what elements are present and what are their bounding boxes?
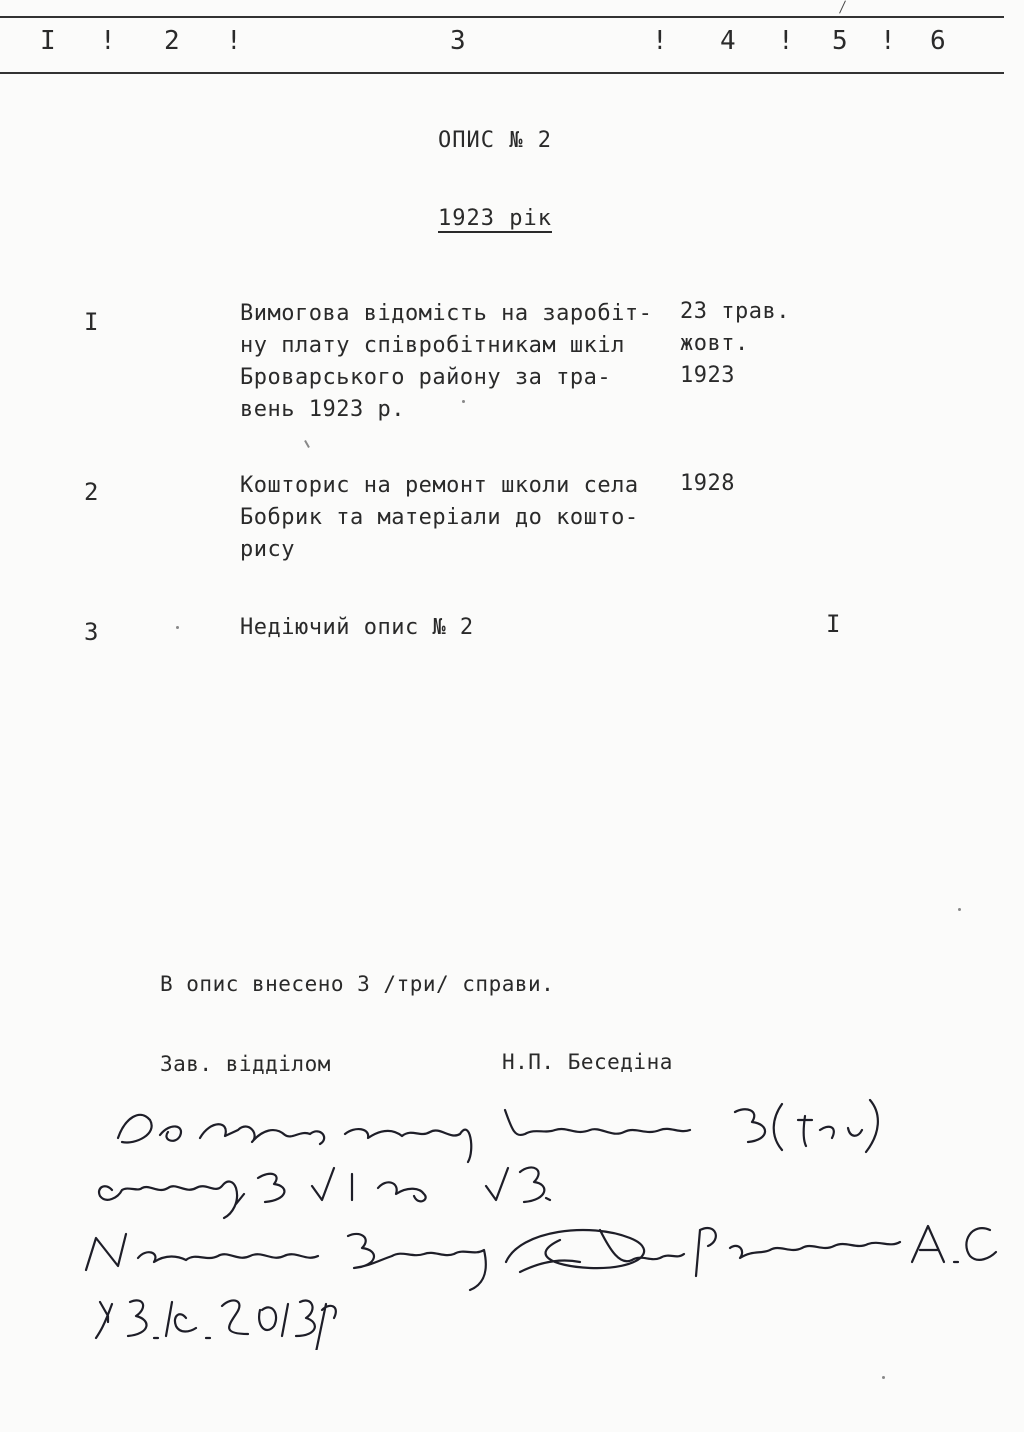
handwriting-line-2 bbox=[486, 1167, 550, 1202]
handwriting-line-1 bbox=[118, 1115, 324, 1144]
entry-number: 3 bbox=[84, 618, 99, 646]
entry-title bbox=[240, 298, 680, 426]
column-number: 2 bbox=[164, 26, 180, 56]
entry-title-line: Броварського району за тра- bbox=[240, 365, 612, 390]
scan-speck bbox=[304, 440, 310, 448]
entry-date-line: 1928 bbox=[680, 471, 735, 496]
scan-speck bbox=[882, 1376, 885, 1379]
scan-speck bbox=[958, 908, 961, 911]
handwritten-certification bbox=[0, 1090, 1024, 1350]
entry-title-line: Недіючий опис № 2 bbox=[240, 615, 474, 640]
column-separator: ! bbox=[100, 26, 116, 56]
column-number: 4 bbox=[720, 26, 736, 56]
entry-date bbox=[680, 296, 790, 392]
column-number: 5 bbox=[832, 26, 848, 56]
department-head-name: Н.П. Беседіна bbox=[502, 1050, 673, 1074]
handwriting-line-1 bbox=[345, 1129, 471, 1162]
entry-title-line: Вимогова відомість на заробіт- bbox=[240, 301, 653, 326]
scan-speck bbox=[462, 400, 465, 403]
column-number: I bbox=[40, 26, 56, 56]
entry-title bbox=[240, 470, 680, 566]
column-number: 3 bbox=[450, 26, 466, 56]
handwriting-line-1 bbox=[505, 1110, 690, 1135]
entry-date-line: 1923 bbox=[680, 363, 735, 388]
handwriting-line-4 bbox=[96, 1300, 210, 1338]
header-pen-mark bbox=[839, 0, 846, 13]
entry-title-line: рису bbox=[240, 537, 295, 562]
handwriting-line-3 bbox=[86, 1234, 318, 1270]
handwriting-line-3 bbox=[696, 1228, 900, 1276]
column-separator: ! bbox=[880, 26, 896, 56]
column-separator: ! bbox=[652, 26, 668, 56]
entry-title-line: Кошторис на ремонт школи села bbox=[240, 473, 639, 498]
header-rule-top bbox=[0, 16, 1004, 18]
handwriting-signature bbox=[506, 1230, 684, 1272]
entry-title-line: вень 1923 р. bbox=[240, 397, 405, 422]
inventory-year: 1923 рік bbox=[438, 206, 552, 231]
handwriting-line-1 bbox=[735, 1100, 878, 1152]
entry-number: I bbox=[84, 308, 99, 336]
column-separator: ! bbox=[778, 26, 794, 56]
handwriting-line-3 bbox=[912, 1226, 996, 1262]
entry-date bbox=[680, 468, 735, 500]
header-rule-bottom bbox=[0, 72, 1004, 74]
handwriting-line-4 bbox=[222, 1300, 336, 1350]
handwriting-line-3 bbox=[348, 1234, 486, 1290]
entry-title bbox=[240, 612, 680, 644]
column-number: 6 bbox=[930, 26, 946, 56]
handwriting-line-2 bbox=[99, 1182, 244, 1218]
entry-number: 2 bbox=[84, 478, 99, 506]
column-separator: ! bbox=[226, 26, 242, 56]
entry-date-line: жовт. bbox=[680, 331, 749, 356]
department-head-title: Зав. відділом bbox=[160, 1052, 331, 1076]
entry-date-line: 23 трав. bbox=[680, 299, 790, 324]
handwriting-line-2 bbox=[258, 1168, 426, 1202]
inventory-title: ОПИС № 2 bbox=[438, 128, 552, 153]
entry-title-line: ну плату співробітникам шкіл bbox=[240, 333, 625, 358]
inventory-summary: В опис внесено 3 /три/ справи. bbox=[160, 972, 555, 996]
scan-speck bbox=[176, 626, 179, 629]
inventory-year-heading bbox=[0, 206, 990, 231]
entry-sheet-count: I bbox=[826, 610, 841, 638]
entry-title-line: Бобрик та матеріали до кошто- bbox=[240, 505, 639, 530]
